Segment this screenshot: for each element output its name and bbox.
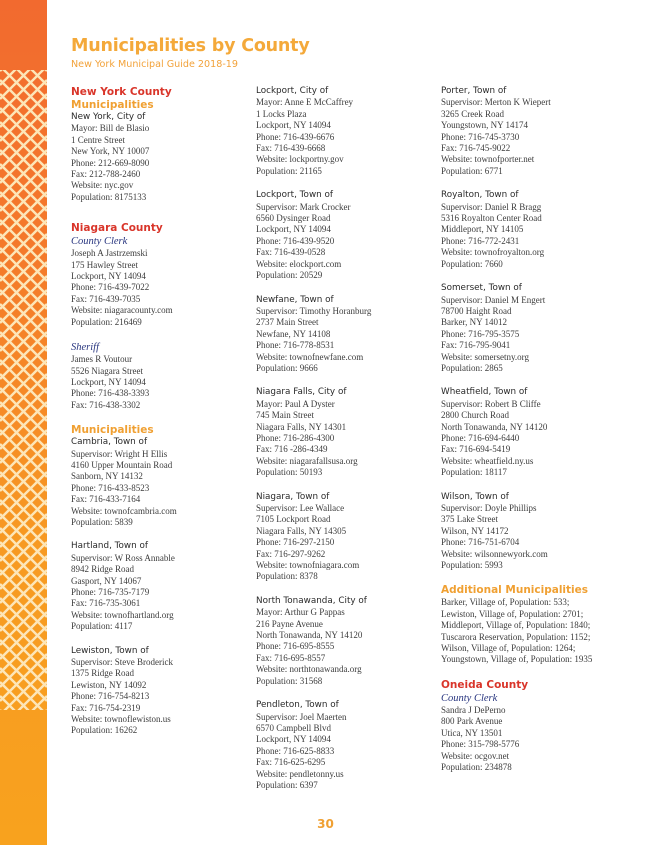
county-heading-new-york: New York County: [71, 86, 172, 98]
detail-line: Joseph A Jastrzemski: [71, 248, 148, 259]
detail-line: Website: nyc.gov: [71, 180, 134, 191]
detail-line: Phone: 716-286-4300: [256, 432, 335, 443]
detail-line: Population: 18117: [441, 467, 507, 478]
municipality-name: Wilson, Town of: [441, 491, 509, 502]
municipality-name: Royalton, Town of: [441, 190, 519, 201]
detail-line: Fax: 716-433-7164: [71, 494, 141, 505]
detail-line: Lewiston, NY 14092: [71, 679, 147, 690]
detail-line: Website: wheatfield.ny.us: [441, 455, 534, 466]
detail-line: Fax: 716-439-0528: [256, 247, 326, 258]
municipalities-heading: Municipalities: [71, 99, 154, 111]
column-2: [256, 86, 436, 804]
detail-line: Barker, Village of, Population: 533;: [441, 597, 570, 608]
detail-line: 2737 Main Street: [256, 317, 319, 328]
detail-line: 78700 Haight Road: [441, 305, 512, 316]
detail-line: Middleport, NY 14105: [441, 224, 524, 235]
municipality-entry: [71, 541, 251, 632]
municipality-entry: [256, 492, 436, 583]
county-heading-niagara: Niagara County: [71, 222, 163, 235]
detail-line: Population: 6771: [441, 165, 503, 176]
entry-list: [441, 86, 621, 571]
detail-line: Supervisor: W Ross Annable: [71, 552, 175, 563]
detail-line: Population: 9666: [256, 362, 318, 373]
detail-line: James R Voutour: [71, 354, 133, 365]
detail-line: Fax: 716-438-3302: [71, 399, 141, 410]
municipality-name: Somerset, Town of: [441, 283, 522, 294]
detail-line: Phone: 716-778-8531: [256, 340, 335, 351]
detail-line: Phone: 716-754-8213: [71, 691, 150, 702]
municipality-name: Niagara Falls, City of: [256, 387, 347, 398]
detail-line: 2800 Church Road: [441, 410, 509, 421]
detail-line: Fax: 716-745-9022: [441, 143, 511, 154]
detail-line: Fax: 716-625-6295: [256, 757, 326, 768]
entry-list: [256, 86, 436, 791]
detail-line: Population: 16262: [71, 725, 138, 736]
detail-line: Lockport, NY 14094: [256, 120, 331, 131]
detail-line: 3265 Creek Road: [441, 108, 504, 119]
sheriff-details: [71, 354, 251, 411]
detail-line: Fax: 716-795-9041: [441, 340, 511, 351]
detail-line: Niagara Falls, NY 14305: [256, 525, 347, 536]
detail-line: Mayor: Bill de Blasio: [71, 123, 150, 134]
detail-line: Website: townoflewiston.us: [71, 714, 171, 725]
county-heading-oneida: Oneida County: [441, 678, 529, 691]
detail-line: Website: townofhartland.org: [71, 609, 174, 620]
detail-line: Website: elockport.com: [256, 258, 342, 269]
detail-line: Fax: 716-439-6668: [256, 143, 326, 154]
detail-line: Phone: 716-433-8523: [71, 482, 150, 493]
detail-line: Phone: 716-439-9520: [256, 235, 335, 246]
detail-line: Website: wilsonnewyork.com: [441, 548, 548, 559]
municipality-name: Porter, Town of: [441, 86, 507, 96]
detail-line: Phone: 716-694-6440: [441, 432, 520, 443]
detail-line: Fax: 716-694-5419: [441, 444, 511, 455]
detail-line: 7105 Lockport Road: [256, 514, 331, 525]
detail-line: Website: pendletonny.us: [256, 768, 344, 779]
detail-line: Lockport, NY 14094: [71, 376, 146, 387]
detail-line: Fax: 716-439-7035: [71, 293, 141, 304]
detail-line: North Tonawanda, NY 14120: [441, 421, 548, 432]
detail-line: Supervisor: Lee Wallace: [256, 503, 345, 513]
clerk-label: County Clerk: [71, 236, 128, 248]
municipality-entry: [71, 646, 251, 737]
detail-line: Supervisor: Mark Crocker: [256, 201, 351, 212]
entry-details: [71, 123, 251, 203]
detail-line: Phone: 315-798-5776: [441, 739, 520, 750]
page-number: 30: [317, 817, 334, 831]
municipality-entry: [441, 86, 621, 177]
detail-line: Website: townofroyalton.org: [441, 247, 545, 258]
detail-line: Website: townofnewfane.com: [256, 351, 364, 362]
detail-line: Population: 5993: [441, 560, 503, 571]
municipality-name: Pendleton, Town of: [256, 700, 339, 711]
detail-line: Website: somersetny.org: [441, 351, 530, 362]
municipalities-heading: Municipalities: [71, 424, 154, 437]
detail-line: Phone: 716-795-3575: [441, 328, 520, 339]
detail-line: Phone: 716-439-6676: [256, 131, 335, 142]
detail-line: 800 Park Avenue: [441, 716, 503, 727]
detail-line: 6570 Campbell Blvd: [256, 722, 331, 733]
municipality-entry: [441, 492, 621, 572]
detail-line: Phone: 716-439-7022: [71, 282, 150, 293]
detail-line: 8942 Ridge Road: [71, 564, 134, 575]
detail-line: Website: niagaracounty.com: [71, 305, 173, 316]
detail-line: Wilson, NY 14172: [441, 525, 509, 536]
detail-line: Population: 6397: [256, 779, 318, 790]
municipality-entry: [441, 190, 621, 270]
detail-line: Gasport, NY 14067: [71, 575, 142, 586]
detail-line: Lockport, NY 14094: [256, 224, 331, 235]
detail-line: Phone: 716-297-2150: [256, 537, 335, 548]
clerk-details: [71, 248, 251, 328]
municipality-entry: [256, 596, 436, 687]
detail-line: Mayor: Arthur G Pappas: [256, 607, 345, 618]
detail-line: 5316 Royalton Center Road: [441, 213, 542, 224]
municipality-name: Lewiston, Town of: [71, 645, 149, 656]
detail-line: Supervisor: Wright H Ellis: [71, 448, 168, 459]
detail-line: Supervisor: Steve Broderick: [71, 657, 173, 668]
detail-line: Population: 21165: [256, 165, 322, 176]
municipality-name: Hartland, Town of: [71, 541, 148, 552]
municipality-entry: [441, 387, 621, 478]
detail-line: Fax: 212-788-2460: [71, 169, 141, 180]
municipality-name: New York, City of: [71, 112, 146, 122]
detail-line: Population: 20529: [256, 270, 323, 281]
column-3: [441, 86, 621, 773]
detail-line: Tuscarora Reservation, Population: 1152;: [441, 631, 591, 642]
detail-line: Website: townofcambria.com: [71, 505, 177, 516]
detail-line: 6560 Dysinger Road: [256, 213, 331, 224]
detail-line: Youngstown, Village of, Population: 1935: [441, 654, 593, 665]
municipality-name: Lockport, City of: [256, 86, 329, 96]
detail-line: Supervisor: Doyle Phillips: [441, 503, 537, 513]
detail-line: Mayor: Paul A Dyster: [256, 398, 335, 409]
detail-line: Supervisor: Robert B Cliffe: [441, 398, 541, 409]
detail-line: Population: 5839: [71, 516, 133, 527]
detail-line: 175 Hawley Street: [71, 259, 138, 270]
detail-line: Population: 31568: [256, 675, 323, 686]
detail-line: Website: townofniagara.com: [256, 560, 360, 571]
decorative-sidebar: [0, 0, 47, 845]
column-1: [71, 86, 251, 750]
detail-line: Supervisor: Daniel M Engert: [441, 294, 546, 305]
detail-line: Youngstown, NY 14174: [441, 120, 529, 131]
detail-line: Lockport, NY 14094: [256, 734, 331, 745]
additional-municipalities-list: [441, 597, 621, 665]
detail-line: Fax: 716-695-8557: [256, 652, 326, 663]
municipality-entry: [256, 295, 436, 375]
clerk-label: County Clerk: [441, 692, 498, 704]
municipality-name: North Tonawanda, City of: [256, 595, 367, 606]
detail-line: Supervisor: Merton K Wiepert: [441, 97, 551, 108]
sheriff-label: Sheriff: [71, 342, 99, 354]
detail-line: Middleport, Village of, Population: 1840;: [441, 620, 591, 631]
detail-line: Supervisor: Timothy Horanburg: [256, 305, 372, 316]
detail-line: 1 Centre Street: [71, 134, 125, 145]
municipality-name: Newfane, Town of: [256, 294, 334, 305]
detail-line: 745 Main Street: [256, 410, 314, 421]
detail-line: Population: 234878: [441, 761, 512, 772]
detail-line: Wilson, Village of, Population: 1264;: [441, 643, 576, 654]
detail-line: Niagara Falls, NY 14301: [256, 421, 347, 432]
detail-line: New York, NY 10007: [71, 146, 150, 157]
detail-line: Phone: 716-625-8833: [256, 745, 335, 756]
municipality-entry: [441, 283, 621, 374]
detail-line: Phone: 716-438-3393: [71, 388, 150, 399]
detail-line: Population: 7660: [441, 258, 503, 269]
detail-line: Fax: 716-754-2319: [71, 702, 141, 713]
detail-line: Mayor: Anne E McCaffrey: [256, 97, 354, 108]
detail-line: Website: niagarafallsusa.org: [256, 455, 358, 466]
detail-line: Supervisor: Daniel R Bragg: [441, 201, 542, 212]
municipality-entry: [256, 190, 436, 281]
detail-line: 4160 Upper Mountain Road: [71, 459, 173, 470]
detail-line: Barker, NY 14012: [441, 317, 508, 328]
detail-line: Phone: 716-772-2431: [441, 235, 520, 246]
detail-line: Phone: 716-745-3730: [441, 131, 520, 142]
detail-line: Population: 2865: [441, 362, 503, 373]
detail-line: Fax: 716-735-3061: [71, 598, 141, 609]
detail-line: Population: 50193: [256, 467, 323, 478]
detail-line: Website: ocgov.net: [441, 750, 510, 761]
municipality-entry: [256, 86, 436, 177]
page-subtitle: New York Municipal Guide 2018-19: [71, 59, 239, 70]
detail-line: Website: townofporter.net: [441, 154, 535, 165]
municipality-entry: [71, 437, 251, 528]
detail-line: Newfane, NY 14108: [256, 328, 331, 339]
municipality-name: Wheatfield, Town of: [441, 387, 528, 398]
detail-line: Population: 8378: [256, 571, 318, 582]
municipality-entry: [71, 112, 251, 203]
detail-line: Website: lockportny.gov: [256, 154, 344, 165]
municipality-name: Cambria, Town of: [71, 437, 148, 448]
detail-line: Phone: 716-751-6704: [441, 537, 520, 548]
detail-line: 375 Lake Street: [441, 514, 498, 525]
page-title: Municipalities by County: [71, 36, 310, 56]
detail-line: Sandra J DePerno: [441, 704, 506, 715]
lattice-pattern: [0, 0, 47, 845]
municipality-name: Niagara, Town of: [256, 491, 330, 502]
detail-line: Population: 4117: [71, 621, 133, 632]
detail-line: Utica, NY 13501: [441, 727, 503, 738]
detail-line: Sanborn, NY 14132: [71, 471, 143, 482]
municipality-entry: [256, 700, 436, 791]
detail-line: 216 Payne Avenue: [256, 618, 323, 629]
detail-line: Population: 216469: [71, 316, 142, 327]
detail-line: Fax: 716-297-9262: [256, 548, 326, 559]
detail-line: Lewiston, Village of, Population: 2701;: [441, 608, 584, 619]
detail-line: Lockport, NY 14094: [71, 271, 146, 282]
detail-line: Website: northtonawanda.org: [256, 664, 362, 675]
municipality-name: Lockport, Town of: [256, 190, 333, 201]
detail-line: Supervisor: Joel Maerten: [256, 711, 347, 722]
municipality-entry: [256, 387, 436, 478]
detail-line: Fax: 716 -286-4349: [256, 444, 328, 455]
detail-line: Phone: 716-695-8555: [256, 641, 335, 652]
detail-line: 5526 Niagara Street: [71, 365, 143, 376]
entry-list: [71, 437, 251, 737]
detail-line: 1 Locks Plaza: [256, 108, 307, 119]
detail-line: North Tonawanda, NY 14120: [256, 630, 363, 641]
detail-line: Phone: 212-669-8090: [71, 157, 150, 168]
clerk-details: [441, 705, 621, 773]
detail-line: Phone: 716-735-7179: [71, 587, 150, 597]
detail-line: Population: 8175133: [71, 191, 147, 202]
detail-line: 1375 Ridge Road: [71, 668, 134, 679]
additional-municipalities-heading: Additional Municipalities: [441, 584, 589, 597]
